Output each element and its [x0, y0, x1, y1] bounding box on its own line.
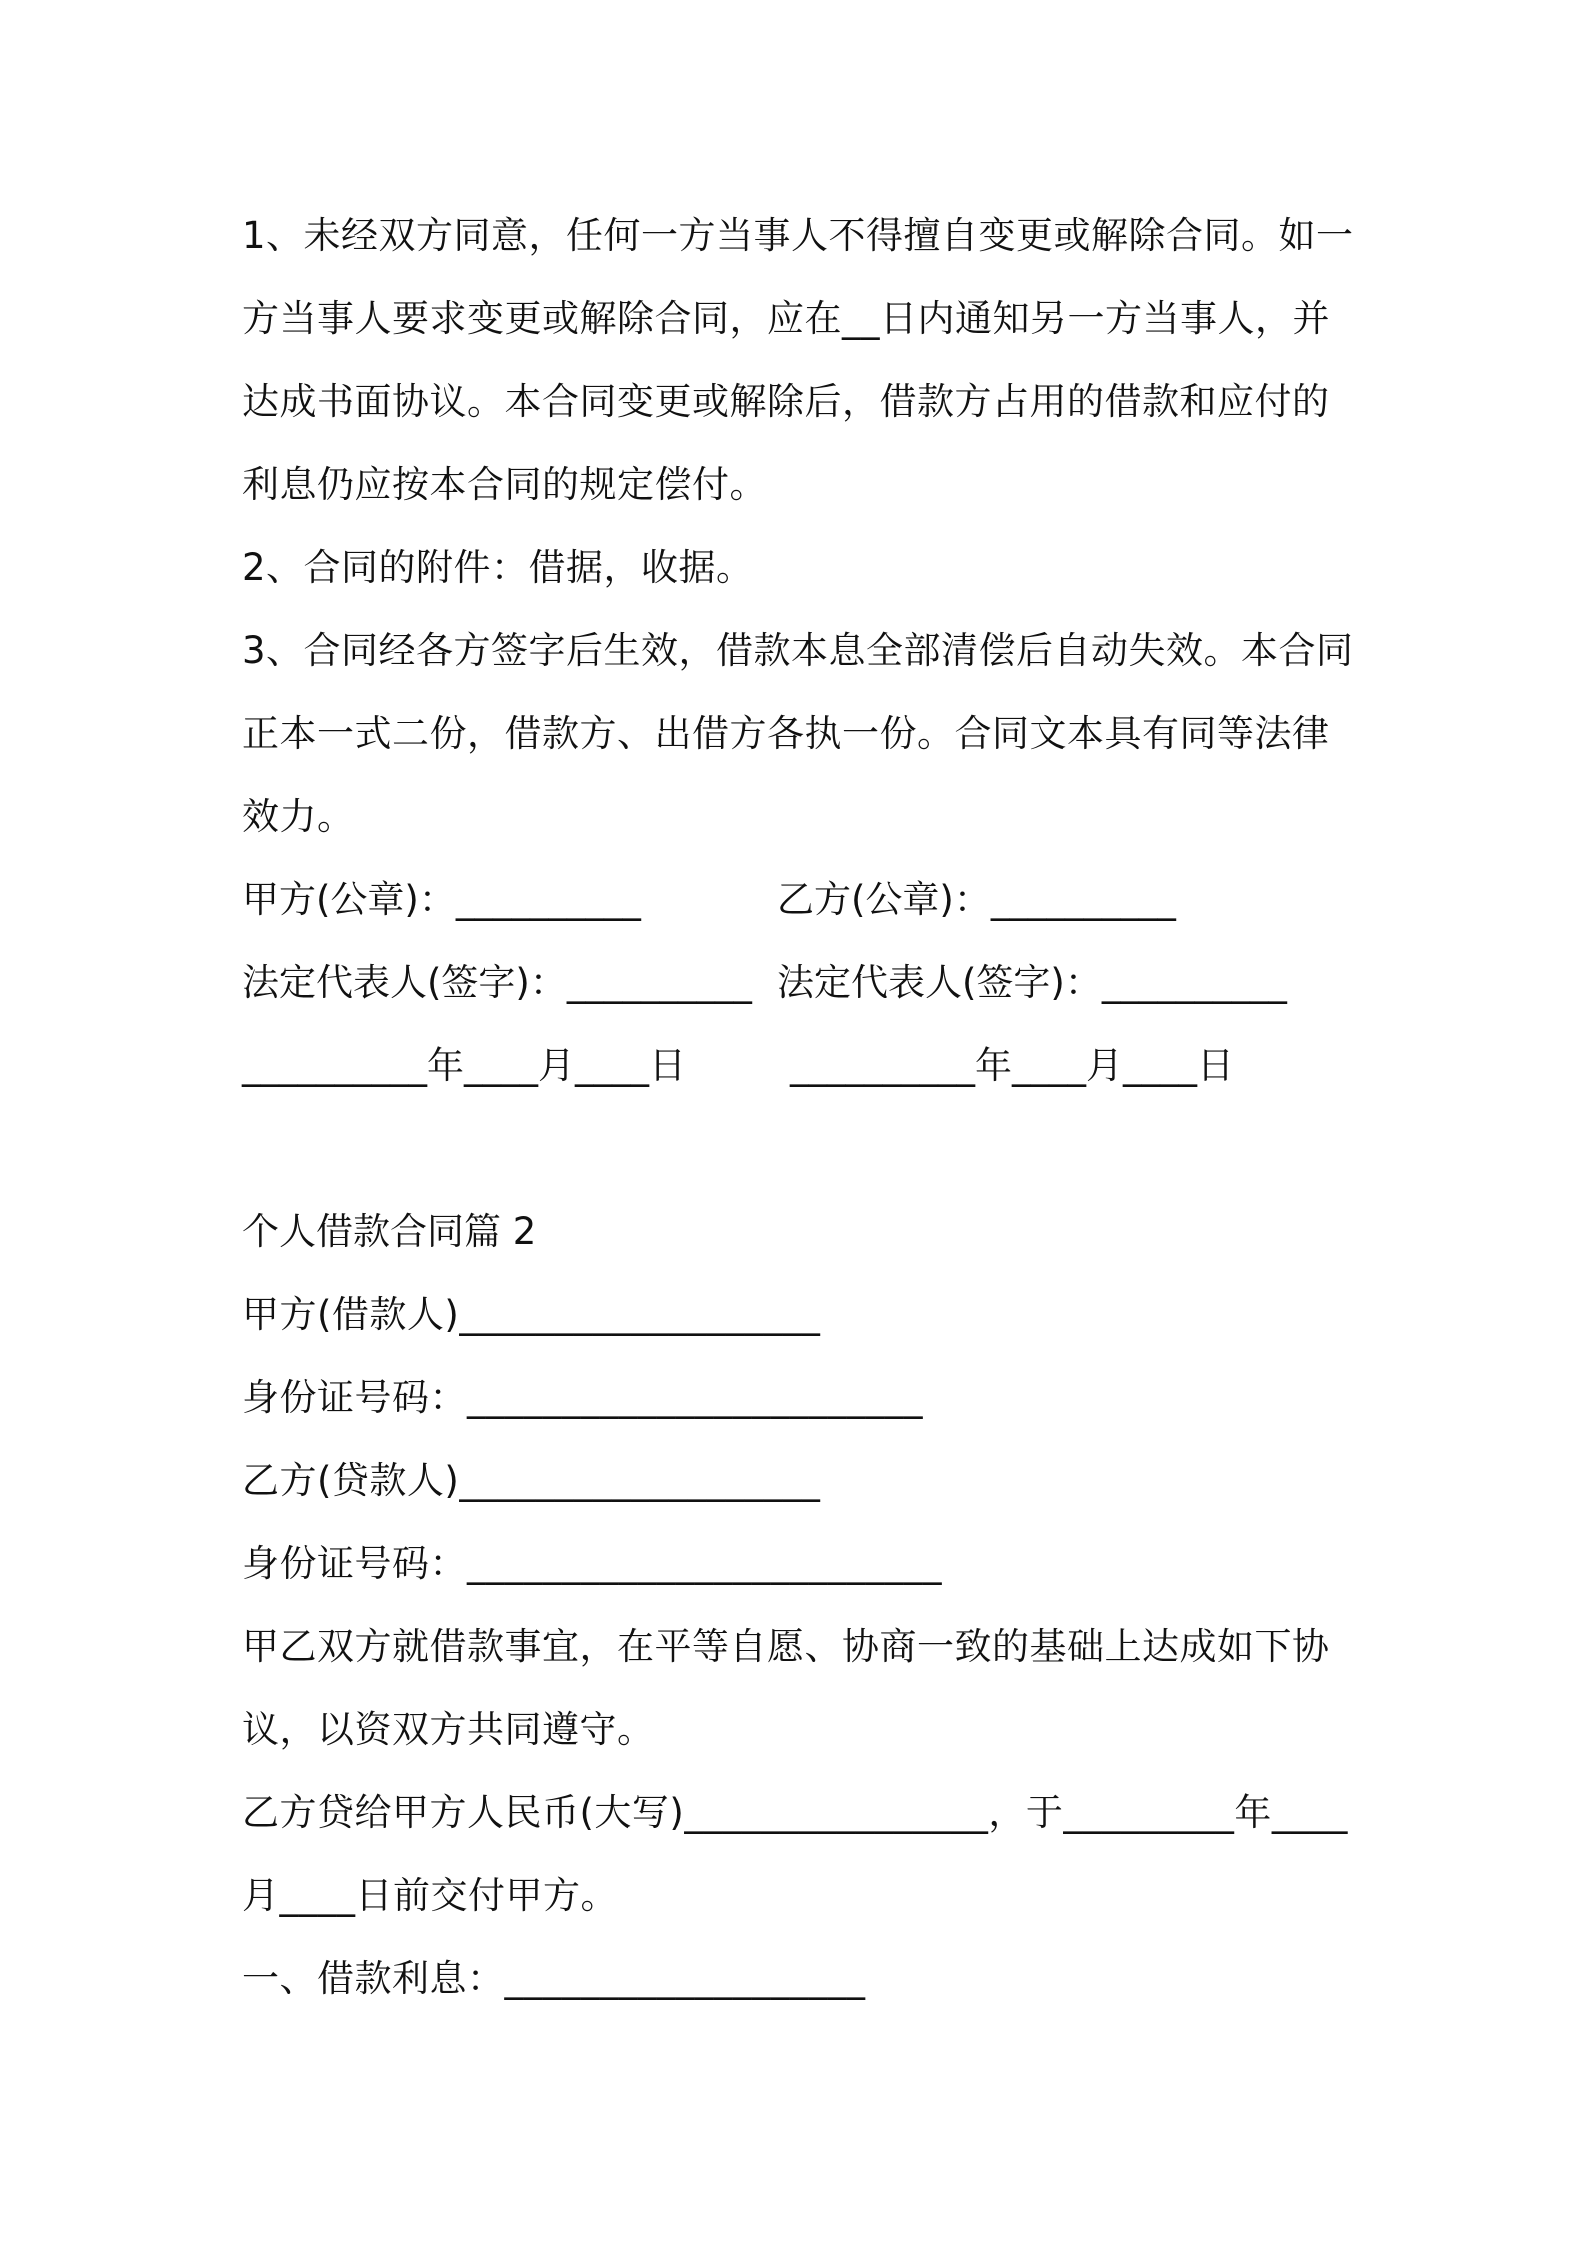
agreement-intro: 甲乙双方就借款事宜，在平等自愿、协商一致的基础上达成如下协议，以资双方共同遵守。: [242, 1625, 1330, 1751]
clause-1: 1、未经双方同意，任何一方当事人不得擅自变更或解除合同。如一方当事人要求变更或解除合同，应在__日内通知另一方当事人，并达成书面协议。本合同变更或解除后，借款方占用的借款和应付的利息仍应按本合同的规定偿付。: [242, 214, 1354, 506]
lender-id-line: 身份证号码：_________________________: [242, 1542, 942, 1585]
party-a-date: __________年____月____日: [242, 1044, 686, 1087]
party-b-representative: 法定代表人(签字)：__________: [777, 961, 1287, 1004]
blank-line: [242, 1107, 1362, 1190]
seal-row: [242, 858, 1362, 941]
interest-heading: 一、借款利息：___________________: [242, 1957, 866, 2000]
representative-row: [242, 941, 1362, 1024]
party-a-seal: 甲方(公章)：__________: [242, 878, 641, 921]
contract-title: 个人借款合同篇 2: [242, 1210, 537, 1253]
date-row: [242, 1024, 1362, 1107]
clause-3: 3、合同经各方签字后生效，借款本息全部清偿后自动失效。本合同正本一式二份，借款方、出借方各执一份。合同文本具有同等法律效力。: [242, 629, 1354, 838]
clause-2: 2、合同的附件：借据，收据。: [242, 546, 754, 589]
borrower-line: 甲方(借款人)___________________: [242, 1293, 821, 1336]
loan-clause: 乙方贷给甲方人民币(大写)________________，于_________年____月____日前交付甲方。: [242, 1791, 1348, 1917]
party-b-date: __________年____月____日: [790, 1044, 1234, 1087]
party-a-representative: 法定代表人(签字)：__________: [242, 961, 752, 1004]
lender-line: 乙方(贷款人)___________________: [242, 1459, 821, 1502]
document-content: [242, 194, 1362, 2020]
borrower-id-line: 身份证号码：________________________: [242, 1376, 923, 1419]
party-b-seal: 乙方(公章)：__________: [777, 878, 1176, 921]
